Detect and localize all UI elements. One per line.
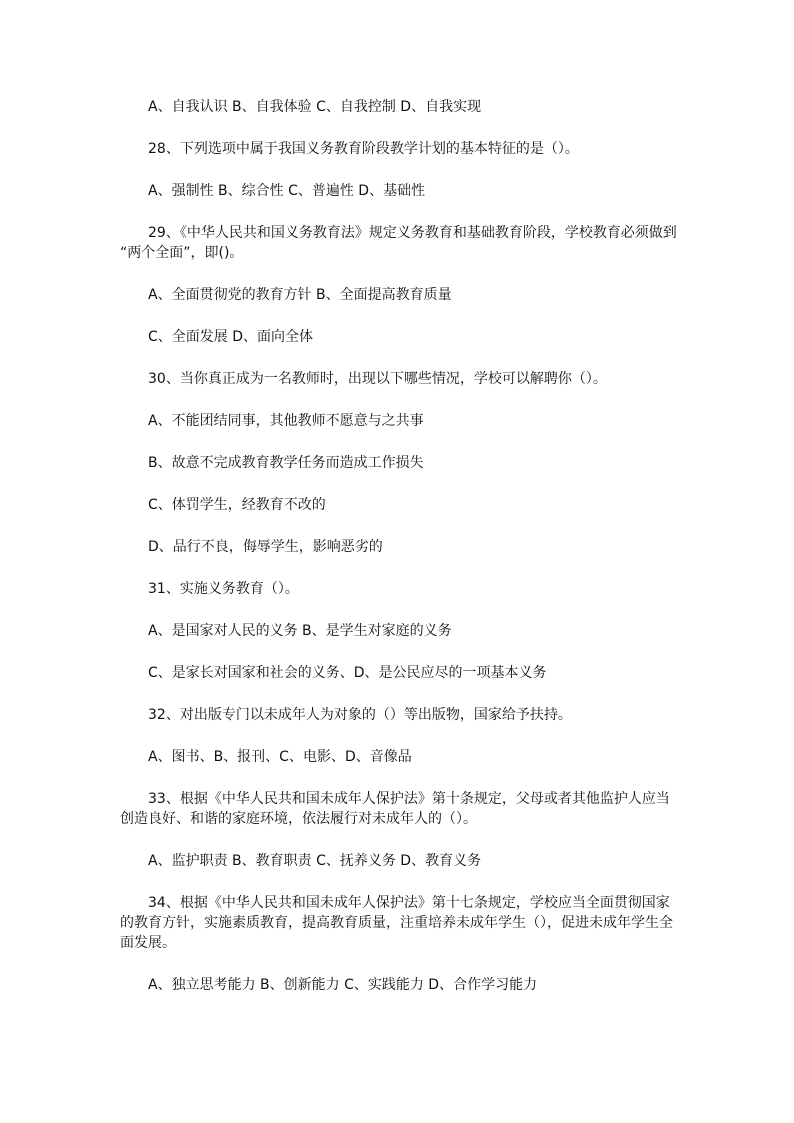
text-line: C、是家长对国家和社会的义务、D、是公民应尽的一项基本义务 xyxy=(148,665,547,681)
paragraph xyxy=(120,97,676,117)
paragraph xyxy=(120,621,676,641)
paragraph xyxy=(120,663,676,683)
paragraph xyxy=(120,453,676,473)
paragraph xyxy=(120,285,676,305)
text-line: A、全面贯彻党的教育方针 B、全面提高教育质量 xyxy=(148,287,452,303)
paragraph xyxy=(120,537,676,557)
text-line: 28、下列选项中属于我国义务教育阶段教学计划的基本特征的是（）。 xyxy=(148,141,579,157)
text-line: 面发展。 xyxy=(120,935,176,951)
text-line: 29、《中华人民共和国义务教育法》规定义务教育和基础教育阶段，学校教育必须做到 xyxy=(148,225,677,241)
text-line: 33、根据《中华人民共和国未成年人保护法》第十条规定，父母或者其他监护人应当 xyxy=(148,791,670,807)
paragraph xyxy=(120,181,676,201)
text-line: C、全面发展 D、面向全体 xyxy=(148,329,314,345)
text-line: 31、实施义务教育（）。 xyxy=(148,581,299,597)
text-line: A、是国家对人民的义务 B、是学生对家庭的义务 xyxy=(148,623,452,639)
paragraph xyxy=(120,789,676,829)
document-body xyxy=(120,97,676,1017)
text-line: A、图书、B、报刊、C、电影、D、音像品 xyxy=(148,749,412,765)
text-line: A、强制性 B、综合性 C、普遍性 D、基础性 xyxy=(148,183,426,199)
paragraph xyxy=(120,139,676,159)
text-line: A、自我认识 B、自我体验 C、自我控制 D、自我实现 xyxy=(148,99,482,115)
text-line: 创造良好、和谐的家庭环境，依法履行对未成年人的（）。 xyxy=(120,811,477,827)
text-line: A、独立思考能力 B、创新能力 C、实践能力 D、合作学习能力 xyxy=(148,977,538,993)
text-line: 34、根据《中华人民共和国未成年人保护法》第十七条规定，学校应当全面贯彻国家 xyxy=(148,895,670,911)
text-line: D、品行不良，侮辱学生，影响恶劣的 xyxy=(148,539,383,555)
paragraph xyxy=(120,705,676,725)
paragraph xyxy=(120,975,676,995)
paragraph xyxy=(120,893,676,953)
text-line: 的教育方针，实施素质教育，提高教育质量，注重培养未成年学生（），促进未成年学生全 xyxy=(120,915,673,931)
paragraph xyxy=(120,327,676,347)
text-line: B、故意不完成教育教学任务而造成工作损失 xyxy=(148,455,424,471)
text-line: “两个全面”，即()。 xyxy=(120,245,244,261)
paragraph xyxy=(120,411,676,431)
text-line: 30、当你真正成为一名教师时，出现以下哪些情况，学校可以解聘你（）。 xyxy=(148,371,607,387)
paragraph xyxy=(120,747,676,767)
text-line: A、不能团结同事，其他教师不愿意与之共事 xyxy=(148,413,424,429)
text-line: 32、对出版专门以未成年人为对象的（）等出版物，国家给予扶持。 xyxy=(148,707,572,723)
paragraph xyxy=(120,223,676,263)
paragraph xyxy=(120,369,676,389)
text-line: A、监护职责 B、教育职责 C、抚养义务 D、教育义务 xyxy=(148,853,482,869)
paragraph xyxy=(120,851,676,871)
paragraph xyxy=(120,495,676,515)
paragraph xyxy=(120,579,676,599)
text-line: C、体罚学生，经教育不改的 xyxy=(148,497,326,513)
